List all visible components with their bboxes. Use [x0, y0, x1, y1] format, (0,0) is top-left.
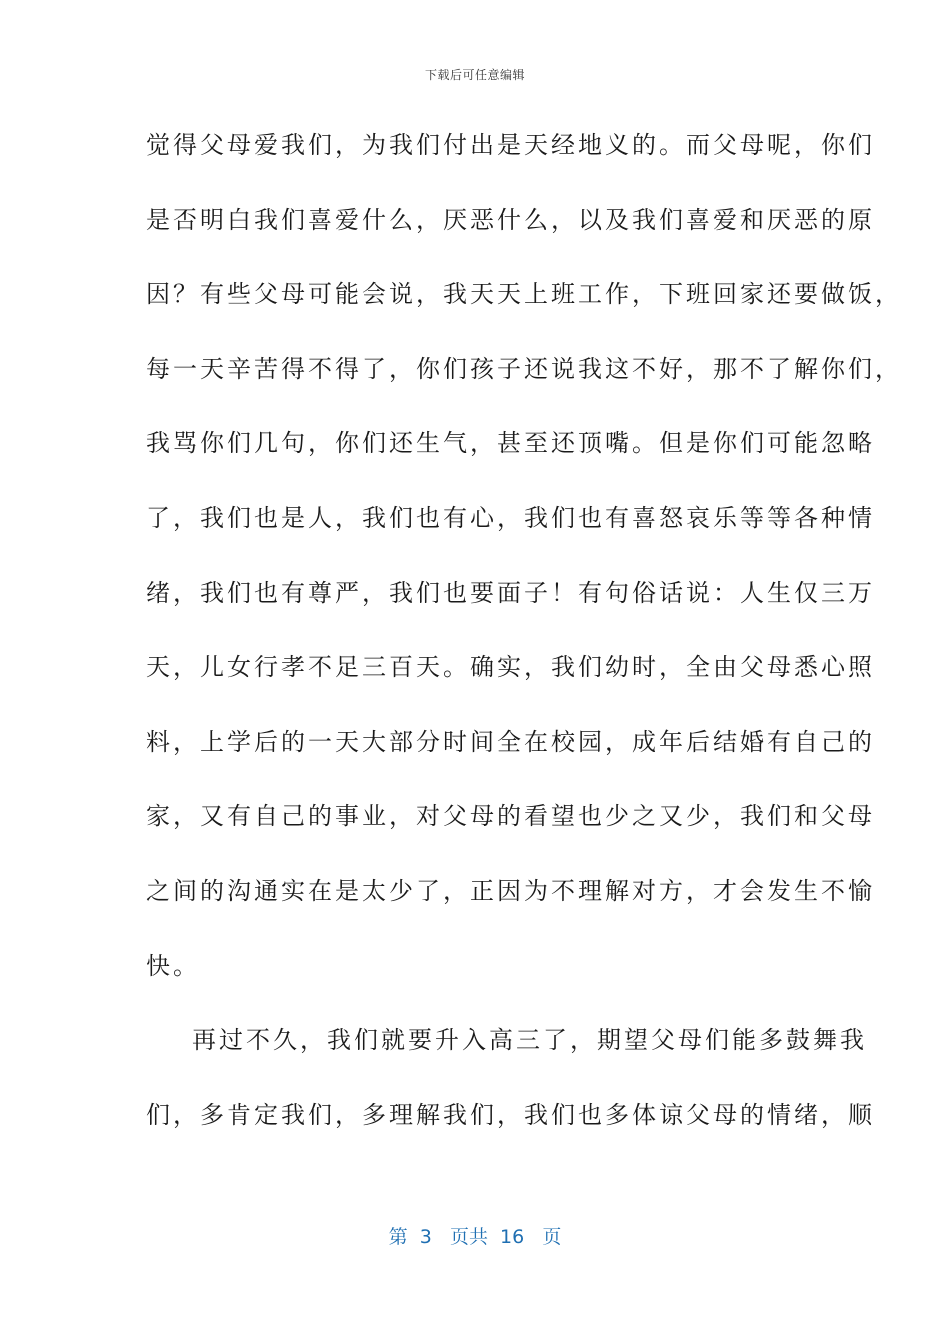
text-line: 了，我们也是人，我们也有心，我们也有喜怒哀乐等等各种情	[146, 503, 875, 532]
text-line: 觉得父母爱我们，为我们付出是天经地义的。而父母呢，你们	[146, 131, 875, 159]
text-line: 每一天辛苦得不得了，你们孩子还说我这不好，那不了解你们，	[146, 354, 902, 383]
text-line: 们，多肯定我们，多理解我们，我们也多体谅父母的情绪，顺	[146, 1100, 875, 1129]
text-line: 因？有些父母可能会说，我天天上班工作，下班回家还要做饭，	[146, 280, 902, 309]
header-note: 下载后可任意编辑	[424, 68, 525, 82]
text-line: 我骂你们几句，你们还生气，甚至还顶嘴。但是你们可能忽略	[146, 429, 875, 458]
text-line-paragraph-start: 再过不久，我们就要升入高三了，期望父母们能多鼓舞我	[192, 1026, 867, 1055]
text-line: 是否明白我们喜爱什么，厌恶什么，以及我们喜爱和厌恶的原	[146, 205, 875, 234]
page-footer: 第 3 页共 16 页	[388, 1226, 562, 1248]
text-line: 天，儿女行孝不足三百天。确实，我们幼时，全由父母悉心照	[146, 653, 875, 682]
text-line: 之间的沟通实在是太少了，正因为不理解对方，才会发生不愉	[146, 876, 875, 905]
text-line: 料，上学后的一天大部分时间全在校园，成年后结婚有自己的	[146, 727, 875, 756]
text-line: 绪，我们也有尊严，我们也要面子！有句俗话说：人生仅三万	[146, 578, 875, 607]
text-line: 快。	[146, 951, 200, 980]
text-line: 家，又有自己的事业，对父母的看望也少之又少，我们和父母	[146, 802, 875, 831]
body-text	[146, 120, 902, 1164]
